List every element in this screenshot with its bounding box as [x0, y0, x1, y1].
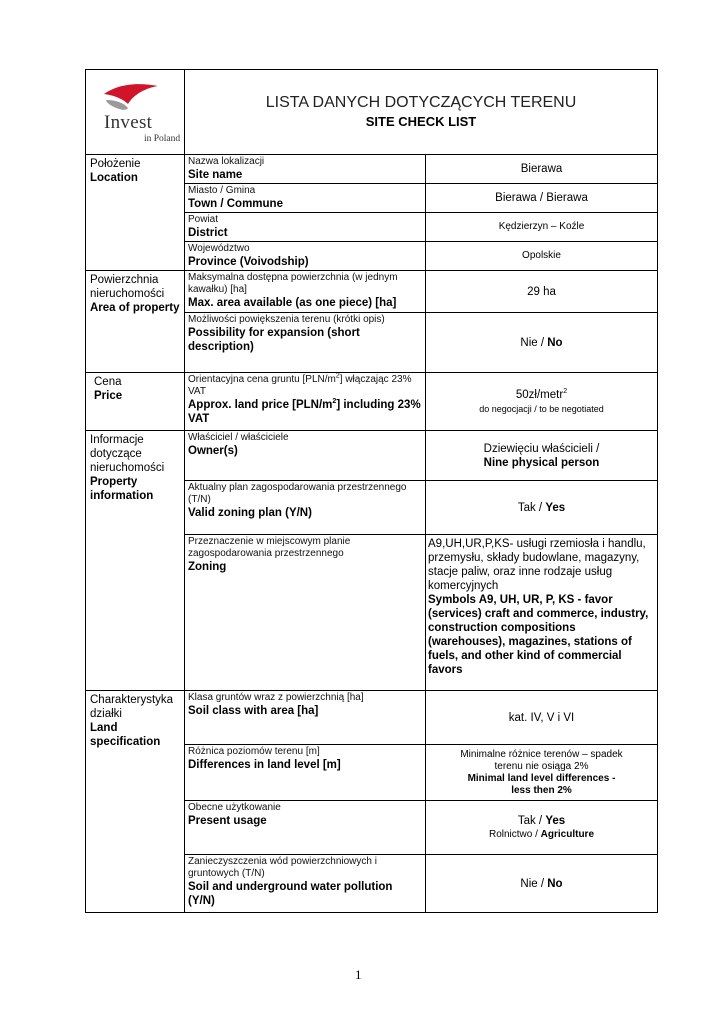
land-label-pl: Charakterystyka działki	[90, 694, 174, 720]
section-location	[86, 155, 185, 271]
zoning-value-en: Symbols A9, UH, UR, P, KS - favor (services) craft and commerce, industry, construction compositions (warehouses), magazines, stations of fuels, and other kind of commercial favors	[428, 594, 649, 676]
province-value: Opolskie	[426, 242, 658, 271]
zoning-plan-label	[185, 481, 426, 535]
present-usage-value-2: Rolnictwo / Agriculture	[488, 828, 595, 840]
pollution-value-pl: Nie /	[520, 877, 548, 890]
site-name-label-pl: Nazwa lokalizacji	[188, 156, 265, 167]
price-desc	[185, 373, 426, 431]
section-property	[86, 431, 185, 691]
page-subtitle: SITE CHECK LIST	[365, 114, 477, 129]
area-label-en: Area of property	[90, 302, 180, 314]
level-diff-label-pl: Różnica poziomów terenu [m]	[188, 746, 320, 757]
expansion-label-en: Possibility for expansion (short description)	[188, 327, 360, 353]
site-name-label	[185, 155, 426, 184]
site-name-value: Bierawa	[426, 155, 658, 184]
pollution-value	[426, 855, 658, 913]
zoning-value	[426, 535, 658, 691]
owner-value	[426, 431, 658, 481]
level-diff-value	[426, 745, 658, 801]
present-usage-label-en: Present usage	[188, 815, 267, 827]
owner-label-en: Owner(s)	[188, 445, 238, 457]
land-label-en: Land specification	[90, 722, 161, 748]
max-area-value: 29 ha	[426, 271, 658, 313]
location-label-pl: Położenie	[90, 158, 141, 170]
town-value: Bierawa / Bierawa	[426, 184, 658, 213]
logo-sub-text: in Poland	[144, 134, 181, 144]
town-label	[185, 184, 426, 213]
site-check-table	[85, 69, 658, 913]
price-desc-pl: Orientacyjna cena gruntu $[PLN/m^2]$ włączając 23% VAT	[188, 372, 412, 397]
zoning-plan-value	[426, 481, 658, 535]
town-label-pl: Miasto / Gmina	[188, 185, 256, 196]
district-label-pl: Powiat	[188, 214, 219, 225]
pollution-label-pl: Zanieczyszczenia wód powierzchniowych i gruntowych (T/N)	[188, 856, 377, 879]
zoning-plan-label-pl: Aktualny plan zagospodarowania przestrzennego (T/N)	[188, 482, 407, 505]
expansion-value	[426, 313, 658, 373]
zoning-label-pl: Przeznaczenie w miejscowym planie zagospodarowania przestrzennego	[188, 536, 351, 559]
district-label	[185, 213, 426, 242]
section-area	[86, 271, 185, 373]
property-label-pl: Informacje dotyczące nieruchomości	[90, 434, 165, 474]
level-diff-value-en: Minimal land level differences -less then 2%	[467, 772, 616, 796]
pollution-label	[185, 855, 426, 913]
present-usage-label	[185, 801, 426, 855]
page-number: 1	[355, 967, 362, 982]
province-label-pl: Województwo	[188, 243, 250, 254]
price-amount: 50zł/metr$^2$	[515, 387, 568, 401]
price-note: do negocjacji / to be negotiated	[479, 403, 604, 414]
expansion-label	[185, 313, 426, 373]
zoning-label	[185, 535, 426, 691]
level-diff-label-en: Differences in land level [m]	[188, 759, 341, 771]
soil-class-label	[185, 691, 426, 745]
owner-label-pl: Właściciel / właściciele	[188, 432, 289, 443]
section-price	[86, 373, 185, 431]
page-title: LISTA DANYCH DOTYCZĄCYCH TERENU	[265, 94, 577, 111]
max-area-label-en: Max. area available (as one piece) [ha]	[188, 297, 397, 309]
owner-label	[185, 431, 426, 481]
zoning-label-en: Zoning	[188, 561, 227, 573]
price-label-pl: Cena	[94, 376, 122, 388]
price-desc-en: Approx. land price $[PLN/m^2]$ including 23% VAT	[188, 398, 421, 425]
soil-class-label-pl: Klasa gruntów wraz z powierzchnią [ha]	[188, 692, 364, 703]
present-usage-label-pl: Obecne użytkowanie	[188, 802, 281, 813]
zoning-value-pl: A9,UH,UR,P,KS- usługi rzemiosła i handlu, przemysłu, składy budowlane, magazyny, stacje paliw, oraz inne rodzaje usług komercyjnych	[428, 538, 646, 592]
present-usage-value	[426, 801, 658, 855]
expansion-value-en: No	[547, 336, 563, 349]
level-diff-label	[185, 745, 426, 801]
section-land	[86, 691, 185, 913]
location-label-en: Location	[90, 172, 138, 184]
present-usage-value-1: Tak / Yes	[517, 814, 566, 827]
district-value: Kędzierzyn – Koźle	[426, 213, 658, 242]
expansion-value-pl: Nie /	[520, 336, 548, 349]
district-label-en: District	[188, 227, 228, 239]
price-label-en: Price	[94, 390, 123, 402]
price-value	[426, 373, 658, 431]
expansion-label-pl: Możliwości powiększenia terenu (krótki opis)	[188, 314, 385, 325]
area-label-pl: Powierzchnia nieruchomości	[90, 274, 165, 300]
town-label-en: Town / Commune	[188, 198, 283, 210]
property-label-en: Property information	[90, 476, 154, 502]
pollution-value-en: No	[547, 877, 563, 890]
zoning-plan-value-en: Yes	[545, 501, 566, 514]
max-area-label-pl: Maksymalna dostępna powierzchnia (w jednym kawałku) [ha]	[188, 272, 398, 295]
province-label	[185, 242, 426, 271]
soil-class-value: kat. IV, V i VI	[426, 691, 658, 745]
max-area-label	[185, 271, 426, 313]
province-label-en: Province (Voivodship)	[188, 256, 309, 268]
zoning-plan-value-pl: Tak /	[517, 501, 546, 514]
logo-cell	[86, 70, 185, 155]
owner-value-pl: Dziewięciu właścicieli /	[483, 442, 600, 455]
level-diff-value-pl: Minimalne różnice terenów – spadek terenu nie osiąga 2%	[460, 748, 623, 772]
logo-brand-text: Invest	[104, 112, 153, 133]
soil-class-label-en: Soil class with area [ha]	[188, 705, 319, 717]
owner-value-en: Nine physical person	[483, 456, 600, 469]
invest-in-poland-logo	[98, 80, 178, 114]
title-cell	[185, 70, 658, 155]
site-name-label-en: Site name	[188, 169, 243, 181]
zoning-plan-label-en: Valid zoning plan (Y/N)	[188, 507, 312, 519]
pollution-label-en: Soil and underground water pollution (Y/N)	[188, 881, 393, 907]
